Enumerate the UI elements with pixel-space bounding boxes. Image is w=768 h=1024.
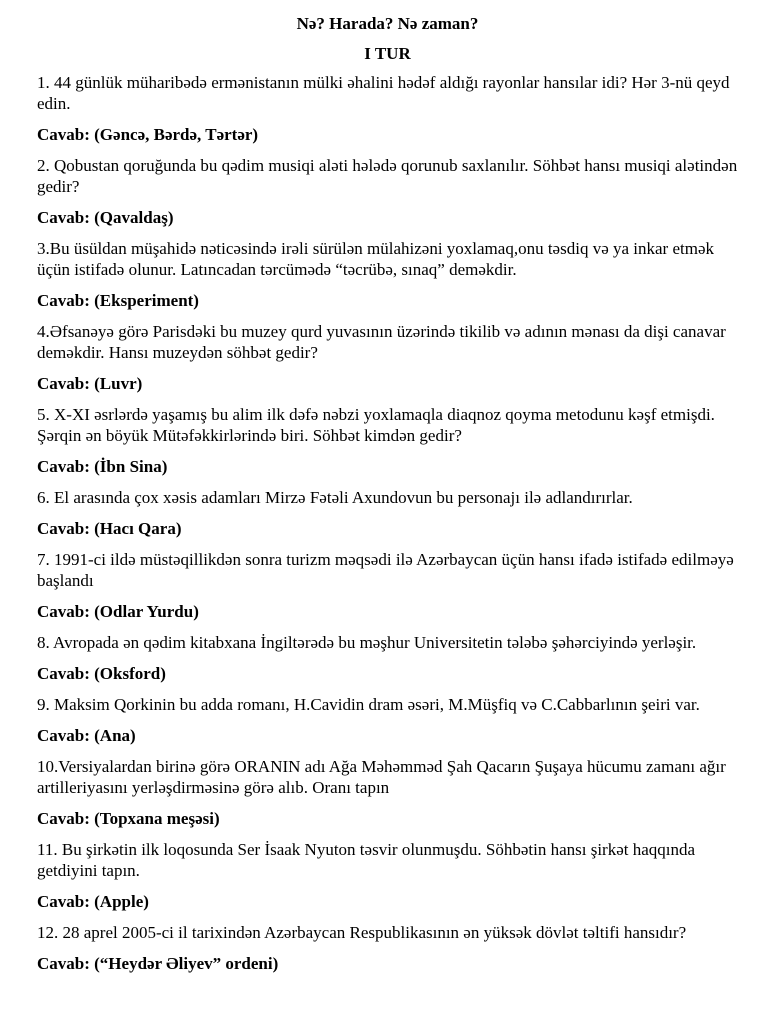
- question-text: 10.Versiyalardan birinə görə ORANIN adı Ağa Məhəmməd Şah Qacarın Şuşaya hücumu zamanı ağır artilleriyasını yerləşdirməsinə görə alıb. Oranı tapın: [37, 757, 726, 797]
- qa-item-10: [37, 756, 738, 829]
- question-text: 5. X-XI əsrlərdə yaşamış bu alim ilk dəfə nəbzi yoxlamaqla diaqnoz qoyma metodunu kəşf etmişdi. Şərqin ən böyük Mütəfəkkirlərində biri. Söhbət kimdən gedir?: [37, 405, 715, 445]
- qa-item-2: [37, 155, 738, 228]
- answer-text: Cavab: (Qavaldaş): [37, 208, 174, 227]
- answer-text: Cavab: (Apple): [37, 892, 149, 911]
- qa-item-11: [37, 839, 738, 912]
- question-text: 9. Maksim Qorkinin bu adda romanı, H.Cavidin dram əsəri, M.Müşfiq və C.Cabbarlının şeiri var.: [37, 695, 700, 714]
- answer-text: Cavab: (Hacı Qara): [37, 519, 182, 538]
- answer-text: Cavab: (Gəncə, Bərdə, Tərtər): [37, 125, 259, 144]
- question-text: 11. Bu şirkətin ilk loqosunda Ser İsaak Nyuton təsvir olunmuşdu. Söhbətin hansı şirkət haqqında getdiyini tapın.: [37, 840, 696, 880]
- answer-text: Cavab: (Topxana meşəsi): [37, 809, 220, 828]
- answer-text: Cavab: (İbn Sina): [37, 457, 168, 476]
- answer-text: Cavab: (Ana): [37, 726, 136, 745]
- answer-text: Cavab: (“Heydər Əliyev” ordeni): [37, 954, 279, 973]
- answer-text: Cavab: (Odlar Yurdu): [37, 602, 199, 621]
- question-text: 3.Bu üsüldan müşahidə nəticəsində irəli sürülən mülahizəni yoxlamaq,onu təsdiq və ya inkar etmək üçün istifadə olunur. Latıncadan tərcümədə “təcrübə, sınaq” deməkdir.: [37, 239, 714, 279]
- qa-item-8: [37, 632, 738, 684]
- question-text: 1. 44 günlük müharibədə ermənistanın mülki əhalini hədəf aldığı rayonlar hansılar idi? Hər 3-nü qeyd edin.: [37, 73, 730, 113]
- answer-text: Cavab: (Luvr): [37, 374, 143, 393]
- question-text: 8. Avropada ən qədim kitabxana İngiltərədə bu məşhur Universitetin tələbə şəhərciyində yerləşir.: [37, 633, 697, 652]
- qa-item-6: [37, 487, 738, 539]
- question-text: 12. 28 aprel 2005-ci il tarixindən Azərbaycan Respublikasının ən yüksək dövlət təltifi hansıdır?: [37, 923, 687, 942]
- qa-item-1: [37, 72, 738, 145]
- qa-item-4: [37, 321, 738, 394]
- question-text: 6. El arasında çox xəsis adamları Mirzə Fətəli Axundovun bu personajı ilə adlandırırlar.: [37, 488, 633, 507]
- document-title: Nə? Harada? Nə zaman?: [296, 14, 479, 33]
- answer-text: Cavab: (Oksford): [37, 664, 166, 683]
- round-heading: I TUR: [364, 44, 411, 63]
- answer-text: Cavab: (Eksperiment): [37, 291, 199, 310]
- question-text: 2. Qobustan qoruğunda bu qədim musiqi aləti hələdə qorunub saxlanılır. Söhbət hansı musiqi alətindən gedir?: [37, 156, 738, 196]
- qa-item-7: [37, 549, 738, 622]
- question-text: 4.Əfsanəyə görə Parisdəki bu muzey qurd yuvasının üzərində tikilib və adının mənası da dişi canavar deməkdir. Hansı muzeydən söhbət gedir?: [37, 322, 726, 362]
- qa-item-3: [37, 238, 738, 311]
- qa-item-12: [37, 922, 738, 974]
- question-text: 7. 1991-ci ildə müstəqillikdən sonra turizm məqsədi ilə Azərbaycan üçün hansı ifadə istifadə edilməyə başlandı: [37, 550, 734, 590]
- qa-item-9: [37, 694, 738, 746]
- qa-item-5: [37, 404, 738, 477]
